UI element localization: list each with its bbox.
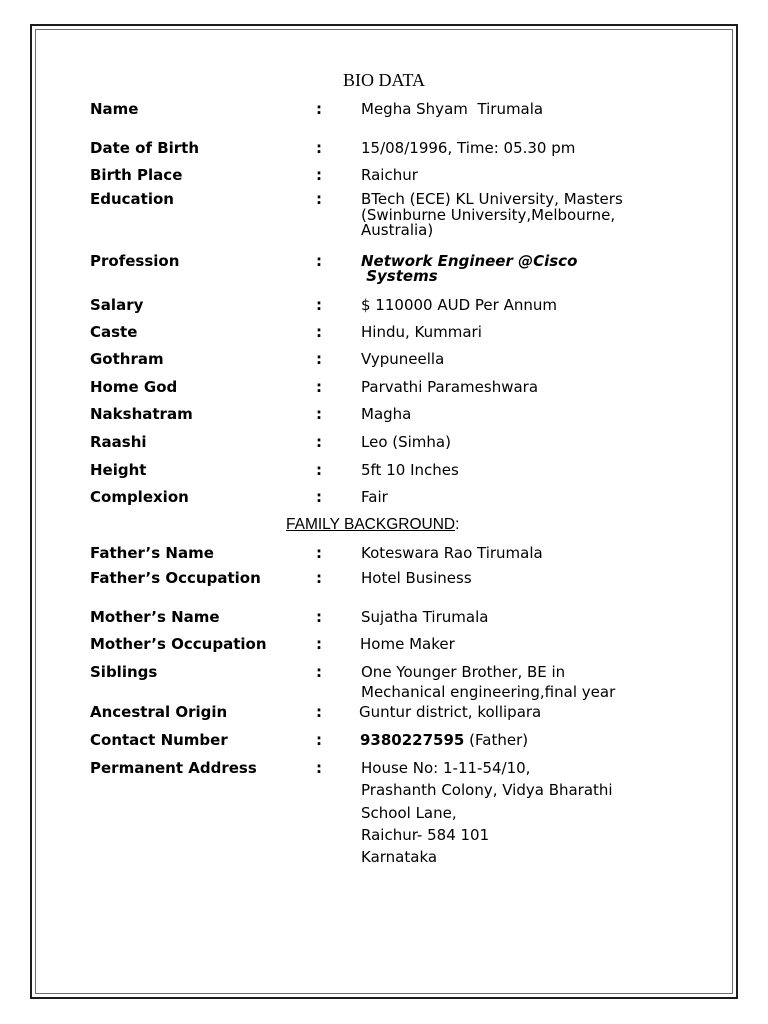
field-value-line: Leo (Simha)	[361, 433, 451, 451]
field-separator: :	[316, 569, 322, 587]
field-value-line: Australia)	[361, 221, 434, 239]
field-separator: :	[316, 378, 322, 396]
field-value-line: One Younger Brother, BE in	[361, 663, 566, 681]
field-label: Complexion	[90, 488, 189, 506]
family-background-heading-colon: :	[455, 516, 460, 533]
field-value	[361, 662, 615, 702]
field-value-line: (Swinburne University,Melbourne,	[361, 205, 616, 224]
field-value	[361, 254, 577, 283]
family-background-heading-text: FAMILY BACKGROUND	[286, 516, 456, 533]
address-line: Karnataka	[361, 848, 438, 866]
field-separator: :	[316, 731, 322, 749]
field-value	[361, 488, 388, 506]
field-separator: :	[316, 759, 322, 777]
address-line: School Lane,	[361, 803, 457, 822]
field-value	[361, 544, 543, 562]
field-separator: :	[316, 252, 322, 270]
field-separator: :	[316, 323, 322, 341]
field-value	[361, 757, 613, 868]
field-value-line: Home Maker	[360, 635, 455, 653]
family-background-heading	[286, 516, 459, 534]
field-separator: :	[316, 350, 322, 368]
field-value	[361, 296, 557, 314]
field-value-line: Magha	[361, 405, 412, 423]
field-separator: :	[316, 461, 322, 479]
contact-phone-note: (Father)	[469, 731, 529, 749]
field-separator: :	[316, 190, 322, 208]
field-value-line: $ 110000 AUD Per Annum	[361, 296, 557, 314]
contact-phone-number: 9380227595	[360, 731, 465, 749]
field-separator: :	[316, 433, 322, 451]
field-label: Gothram	[90, 350, 164, 368]
field-label: Salary	[90, 296, 144, 314]
field-value-line: BTech (ECE) KL University, Masters	[361, 190, 623, 208]
field-separator: :	[316, 139, 322, 157]
field-separator: :	[316, 663, 322, 681]
document-title: BIO DATA	[342, 70, 426, 90]
field-label: Father’s Occupation	[90, 569, 261, 587]
field-separator: :	[316, 544, 322, 562]
field-separator: :	[316, 100, 322, 118]
field-value	[361, 608, 488, 626]
field-value-line: 15/08/1996, Time: 05.30 pm	[361, 139, 576, 157]
field-label: Nakshatram	[90, 405, 193, 423]
field-value	[361, 378, 538, 396]
field-value-line: Raichur	[361, 166, 418, 184]
field-value-line: Guntur district, kollipara	[359, 703, 542, 721]
field-value	[360, 731, 528, 749]
field-separator: :	[316, 405, 322, 423]
field-separator: :	[316, 608, 322, 626]
field-value	[361, 192, 623, 239]
field-label: Siblings	[90, 663, 158, 681]
field-label: Home God	[90, 378, 178, 396]
field-value	[361, 323, 482, 341]
field-label: Name	[90, 100, 139, 118]
field-label: Profession	[90, 252, 180, 270]
field-value-line: Parvathi Parameshwara	[361, 378, 539, 396]
field-label: Caste	[90, 323, 138, 341]
field-value-line: Network Engineer @Cisco	[361, 252, 578, 270]
field-separator: :	[316, 488, 322, 506]
field-value	[361, 100, 543, 118]
field-value-line: Systems	[361, 266, 438, 285]
field-label: Date of Birth	[90, 139, 200, 157]
field-value	[361, 405, 411, 423]
address-line: Prashanth Colony, Vidya Bharathi	[361, 781, 613, 800]
field-value-line: Hotel Business	[361, 569, 472, 587]
field-label: Raashi	[90, 433, 147, 451]
address-line: House No: 1-11-54/10,	[361, 759, 531, 777]
field-value	[361, 569, 472, 587]
field-separator: :	[316, 166, 322, 184]
field-value	[360, 635, 455, 653]
field-label: Education	[90, 190, 174, 208]
field-separator: :	[316, 635, 322, 653]
field-value	[361, 166, 418, 184]
field-value-line: Sujatha Tirumala	[361, 608, 489, 626]
field-separator: :	[316, 296, 322, 314]
field-value-line: Megha Shyam Tirumala	[361, 100, 544, 118]
field-label: Contact Number	[90, 731, 228, 749]
field-separator: :	[316, 703, 322, 721]
field-value	[361, 461, 459, 479]
field-value-line: Hindu, Kummari	[361, 323, 482, 341]
field-value-line: Fair	[361, 488, 388, 506]
address-line: Raichur- 584 101	[361, 825, 490, 844]
field-value-line: Mechanical engineering,final year	[361, 683, 616, 701]
field-value	[359, 703, 541, 721]
field-value	[361, 139, 575, 157]
field-value	[361, 433, 451, 451]
field-label: Mother’s Occupation	[90, 635, 267, 653]
field-value-line: Koteswara Rao Tirumala	[361, 544, 543, 562]
field-value	[361, 350, 444, 368]
field-label: Permanent Address	[90, 759, 257, 777]
field-label: Height	[90, 461, 147, 479]
field-label: Birth Place	[90, 166, 183, 184]
field-label: Mother’s Name	[90, 608, 220, 626]
field-label: Father’s Name	[90, 544, 214, 562]
field-value-line: 5ft 10 Inches	[361, 461, 459, 479]
field-value-line: Vypuneella	[361, 350, 445, 368]
field-label: Ancestral Origin	[90, 703, 228, 721]
